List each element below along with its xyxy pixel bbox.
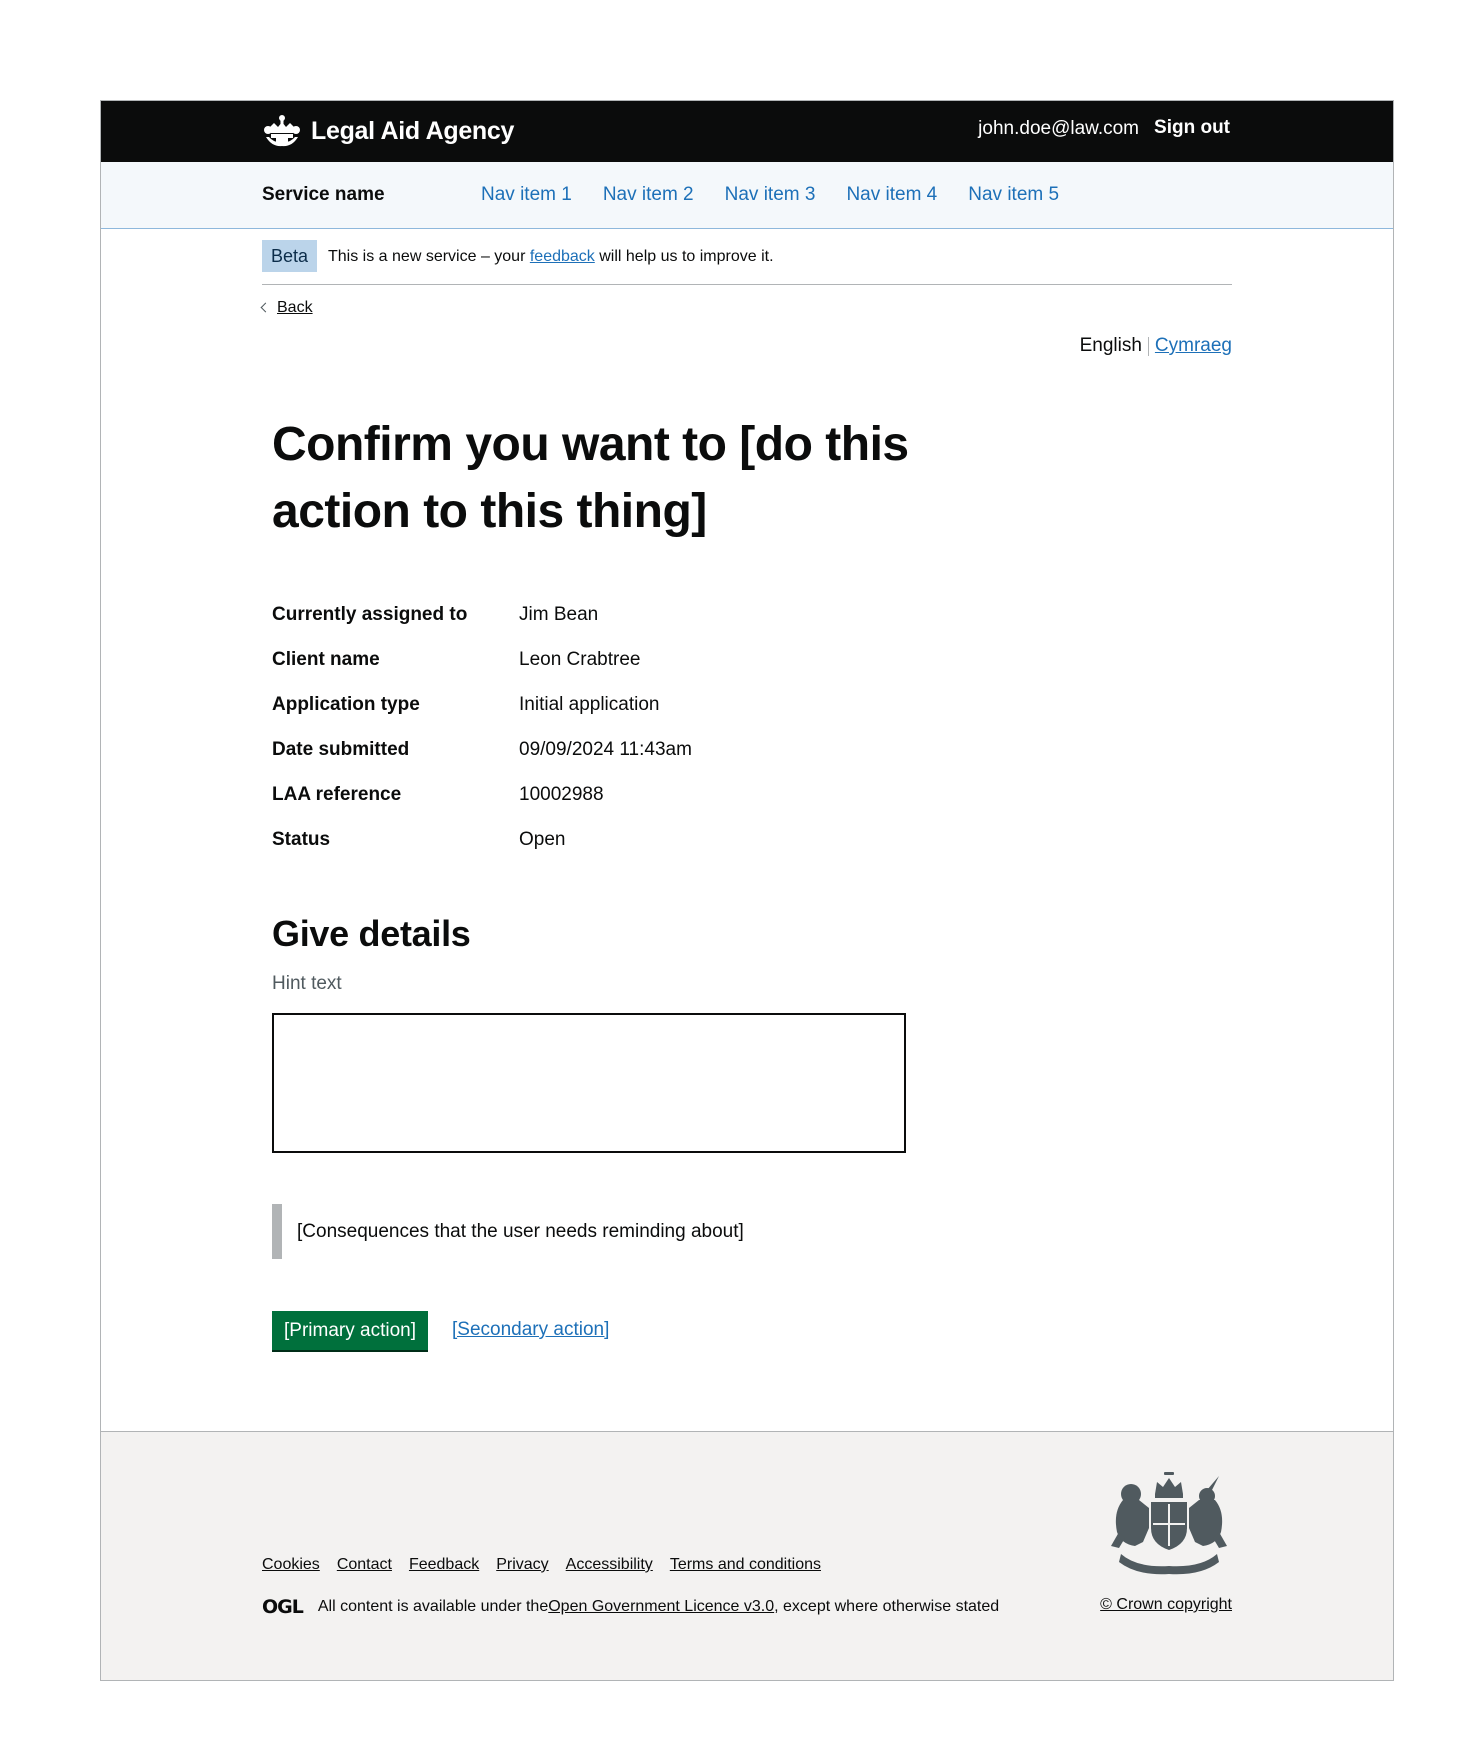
summary-row bbox=[272, 739, 692, 784]
crown-icon bbox=[262, 113, 302, 149]
language-divider bbox=[1148, 337, 1149, 356]
inset-text-content: [Consequences that the user needs reminding about] bbox=[297, 1220, 744, 1242]
primary-action-button[interactable]: [Primary action] bbox=[272, 1311, 428, 1350]
summary-value: 10002988 bbox=[519, 784, 604, 805]
ogl-logo: OGL bbox=[262, 1596, 303, 1618]
logo[interactable] bbox=[262, 111, 514, 151]
beta-tag: Beta bbox=[262, 240, 317, 272]
licence-text-after: , except where otherwise stated bbox=[774, 1598, 1000, 1615]
footer-link-accessibility[interactable]: Accessibility bbox=[565, 1556, 653, 1573]
service-navigation bbox=[101, 162, 1393, 229]
footer-link-contact[interactable]: Contact bbox=[336, 1556, 392, 1573]
feedback-link[interactable]: feedback bbox=[529, 248, 595, 265]
logo-text: Legal Aid Agency bbox=[311, 116, 515, 145]
summary-key: Status bbox=[272, 829, 331, 850]
nav-item-4[interactable]: Nav item 4 bbox=[846, 184, 938, 205]
summary-row bbox=[272, 694, 692, 739]
footer-link-feedback[interactable]: Feedback bbox=[408, 1556, 480, 1573]
phase-text-before: This is a new service – your bbox=[328, 248, 530, 265]
licence-link[interactable]: Open Government Licence v3.0 bbox=[548, 1598, 775, 1615]
language-cymraeg-link[interactable]: Cymraeg bbox=[1154, 335, 1232, 356]
footer-link-terms[interactable]: Terms and conditions bbox=[669, 1556, 821, 1573]
summary-row bbox=[272, 784, 692, 829]
nav-item-2[interactable]: Nav item 2 bbox=[602, 184, 694, 205]
summary-row bbox=[272, 649, 692, 694]
nav-item-1[interactable]: Nav item 1 bbox=[481, 184, 572, 205]
page-title: Confirm you want to [do this action to this thing] bbox=[272, 418, 909, 538]
summary-value: Initial application bbox=[519, 694, 660, 715]
summary-value: Open bbox=[519, 829, 566, 850]
give-details-heading: Give details bbox=[272, 913, 471, 954]
hint-text: Hint text bbox=[272, 973, 342, 994]
licence-text-before: All content is available under the bbox=[317, 1598, 549, 1615]
nav-item-5[interactable]: Nav item 5 bbox=[968, 184, 1060, 205]
footer-link-privacy[interactable]: Privacy bbox=[496, 1556, 549, 1573]
footer bbox=[101, 1431, 1393, 1680]
summary-key: Date submitted bbox=[272, 739, 410, 760]
phase-banner bbox=[262, 239, 1232, 285]
language-switcher bbox=[1080, 335, 1232, 357]
summary-value: Jim Bean bbox=[519, 604, 599, 625]
sign-out-link[interactable]: Sign out bbox=[1154, 117, 1230, 138]
footer-link-cookies[interactable]: Cookies bbox=[262, 1556, 320, 1573]
summary-list bbox=[272, 604, 692, 874]
licence bbox=[262, 1596, 999, 1618]
chevron-left-icon bbox=[261, 303, 271, 313]
secondary-action-link[interactable]: [Secondary action] bbox=[452, 1319, 610, 1340]
summary-key: Application type bbox=[272, 694, 420, 715]
details-textarea[interactable] bbox=[272, 1013, 906, 1153]
summary-value: 09/09/2024 11:43am bbox=[519, 739, 692, 760]
nav-list bbox=[481, 184, 1059, 206]
summary-key: Client name bbox=[272, 649, 380, 670]
summary-row bbox=[272, 829, 692, 874]
page-frame bbox=[100, 100, 1394, 1681]
summary-key: LAA reference bbox=[272, 784, 402, 805]
language-current: English bbox=[1079, 335, 1142, 356]
phase-banner-text bbox=[328, 248, 774, 266]
back-link-label: Back bbox=[277, 299, 313, 316]
summary-key: Currently assigned to bbox=[272, 604, 468, 625]
summary-row bbox=[272, 604, 692, 649]
back-link[interactable] bbox=[262, 299, 313, 317]
user-email: john.doe@law.com bbox=[978, 118, 1139, 139]
footer-links bbox=[262, 1556, 821, 1574]
summary-value: Leon Crabtree bbox=[519, 649, 641, 670]
royal-coat-of-arms-icon bbox=[1107, 1472, 1232, 1576]
service-name[interactable]: Service name bbox=[262, 184, 385, 205]
nav-item-3[interactable]: Nav item 3 bbox=[724, 184, 816, 205]
header bbox=[101, 101, 1393, 162]
phase-text-after: will help us to improve it. bbox=[594, 248, 774, 265]
inset-text bbox=[272, 1204, 744, 1259]
crown-copyright-link[interactable]: © Crown copyright bbox=[1100, 1596, 1232, 1613]
